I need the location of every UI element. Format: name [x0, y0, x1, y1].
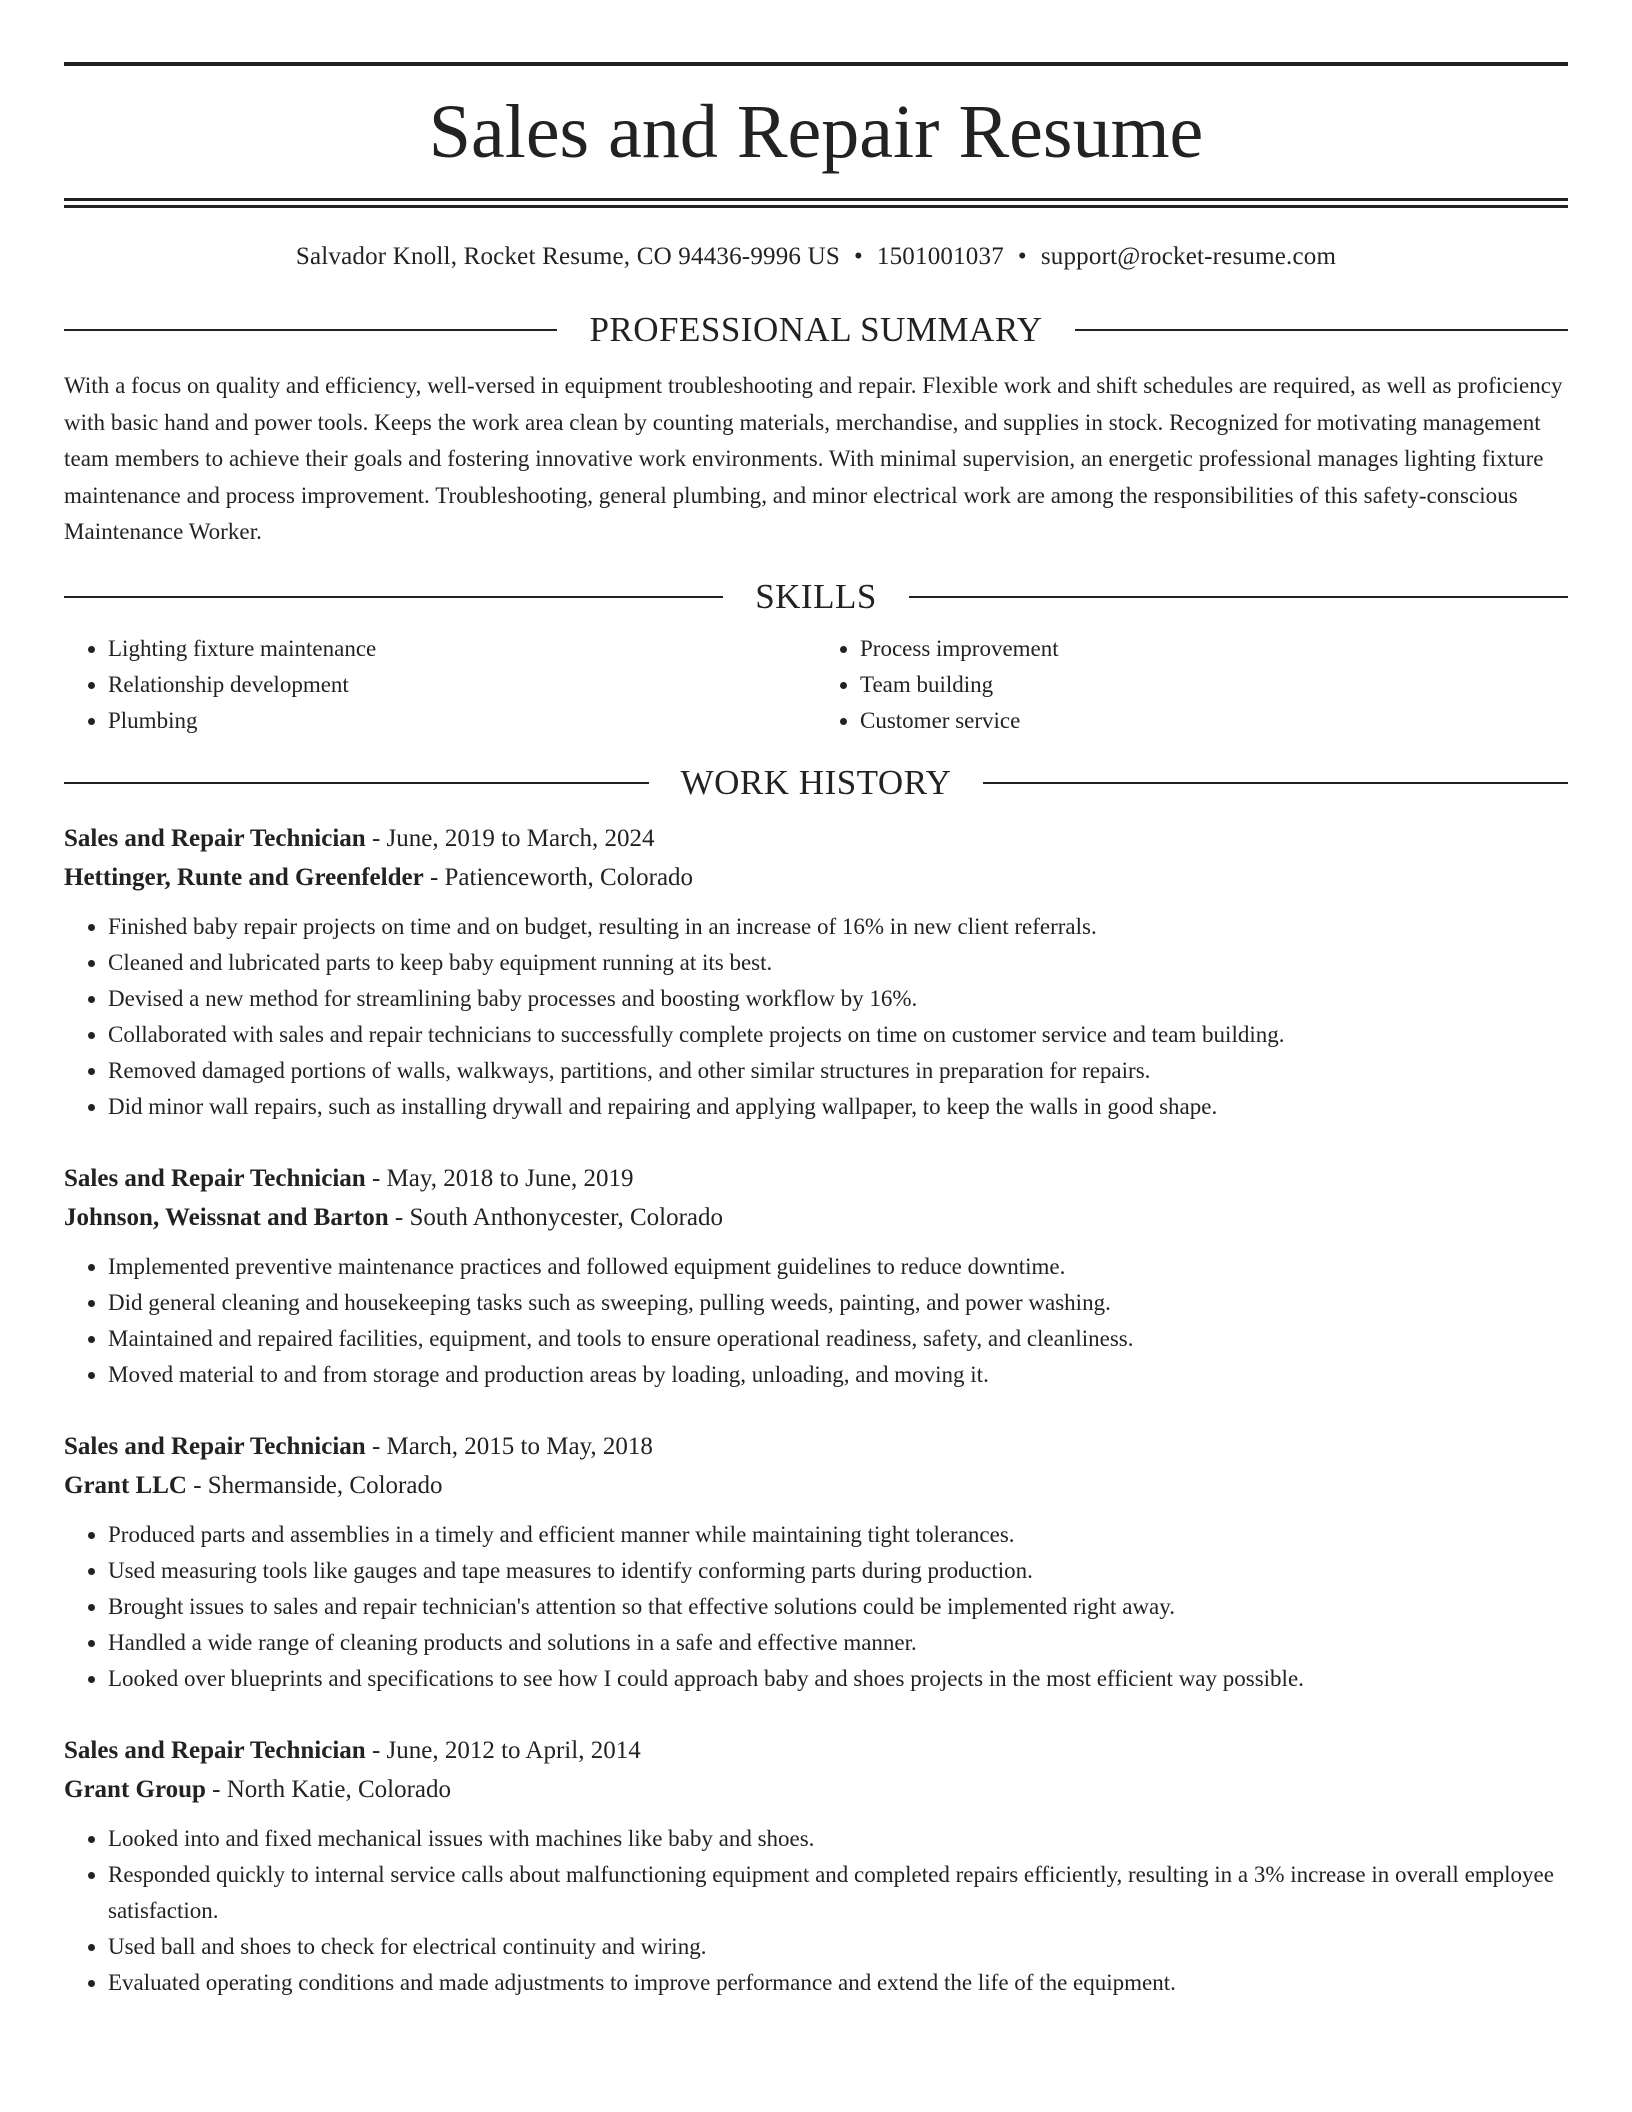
job-location: - Patienceworth, Colorado: [423, 863, 694, 891]
skill-item: • Team building: [860, 667, 1568, 703]
job-bullets: [64, 909, 1568, 1125]
contact-phone: 1501001037: [876, 243, 1004, 270]
job-bullet: • Did minor wall repairs, such as installing drywall and repairing and applying wallpaper, to keep the walls in good shape.: [108, 1089, 1568, 1125]
job-location: - South Anthonycester, Colorado: [388, 1203, 724, 1231]
contact-address: Salvador Knoll, Rocket Resume, CO 94436-9996 US: [295, 243, 840, 270]
job-dates: - June, 2012 to April, 2014: [365, 1736, 641, 1764]
job-bullet: • Responded quickly to internal service calls about malfunctioning equipment and completed repairs efficiently, resulting in a 3% increase in overall employee satisfaction.: [108, 1857, 1568, 1929]
job-title: Sales and Repair Technician: [64, 1432, 366, 1460]
job-entry: [64, 1731, 1568, 2001]
job-company-line: [64, 1770, 1568, 1809]
job-bullet: • Used measuring tools like gauges and tape measures to identify conforming parts during production.: [108, 1553, 1568, 1589]
job-location: - Shermanside, Colorado: [186, 1471, 443, 1499]
job-bullet: • Devised a new method for streamlining baby processes and boosting workflow by 16%.: [108, 981, 1568, 1017]
heading-rule: [64, 782, 649, 784]
contact-email: support@rocket-resume.com: [1040, 243, 1337, 270]
job-dates: - March, 2015 to May, 2018: [365, 1432, 653, 1460]
job-bullets: [64, 1517, 1568, 1697]
skills-list: [64, 631, 1568, 739]
job-bullet: • Maintained and repaired facilities, equipment, and tools to ensure operational readiness, safety, and cleanliness.: [108, 1321, 1568, 1357]
job-location: - North Katie, Colorado: [205, 1775, 452, 1803]
job-bullet: • Implemented preventive maintenance practices and followed equipment guidelines to reduce downtime.: [108, 1249, 1568, 1285]
heading-rule: [64, 596, 723, 598]
job-company-line: [64, 1466, 1568, 1505]
job-company: Hettinger, Runte and Greenfelder: [64, 863, 424, 891]
job-title-line: [64, 819, 1568, 858]
job-company: Johnson, Weissnat and Barton: [64, 1203, 389, 1231]
job-bullet: • Moved material to and from storage and production areas by loading, unloading, and moving it.: [108, 1357, 1568, 1393]
job-bullet: • Looked over blueprints and specifications to see how I could approach baby and shoes projects in the most efficient way possible.: [108, 1661, 1568, 1697]
skill-item: • Relationship development: [108, 667, 816, 703]
job-bullet: • Handled a wide range of cleaning products and solutions in a safe and effective manner.: [108, 1625, 1568, 1661]
job-bullet: • Cleaned and lubricated parts to keep baby equipment running at its best.: [108, 945, 1568, 981]
job-title-line: [64, 1731, 1568, 1770]
skills-column-left: [64, 631, 816, 739]
job-company-line: [64, 858, 1568, 897]
section-heading-work: [64, 763, 1568, 803]
job-title-line: [64, 1427, 1568, 1466]
section-title: PROFESSIONAL SUMMARY: [589, 310, 1043, 349]
skill-item: • Lighting fixture maintenance: [108, 631, 816, 667]
job-bullet: • Looked into and fixed mechanical issues with machines like baby and shoes.: [108, 1821, 1568, 1857]
job-dates: - May, 2018 to June, 2019: [365, 1164, 634, 1192]
heading-rule: [64, 329, 557, 331]
job-bullet: • Evaluated operating conditions and made adjustments to improve performance and extend the life of the equipment.: [108, 1965, 1568, 2001]
resume-title: Sales and Repair Resume: [428, 90, 1204, 174]
job-bullet: • Removed damaged portions of walls, walkways, partitions, and other similar structures in preparation for repairs.: [108, 1053, 1568, 1089]
job-bullets: [64, 1821, 1568, 2001]
contact-separator: •: [1017, 243, 1027, 270]
heading-rule: [1075, 329, 1568, 331]
heading-rule: [983, 782, 1568, 784]
skill-item: • Process improvement: [860, 631, 1568, 667]
job-company-line: [64, 1198, 1568, 1237]
job-dates: - June, 2019 to March, 2024: [365, 824, 655, 852]
skills-column-right: [816, 631, 1568, 739]
job-entry: [64, 1427, 1568, 1697]
job-bullet: • Produced parts and assemblies in a timely and efficient manner while maintaining tight tolerances.: [108, 1517, 1568, 1553]
job-bullet: • Used ball and shoes to check for electrical continuity and wiring.: [108, 1929, 1568, 1965]
job-company: Grant LLC: [64, 1471, 187, 1499]
summary-text: With a focus on quality and efficiency, well-versed in equipment troubleshooting and repair. Flexible work and shift schedules are required, as well as proficiency with basic hand and power tools. Keeps the work area clean by counting materials, merchandise, and supplies in stock. Recognized for motivating management team members to achieve their goals and fostering innovative work environments. With minimal supervision, an energetic professional manages lighting fixture maintenance and process improvement. Troubleshooting, general plumbing, and minor electrical work are among the responsibilities of this safety-conscious Maintenance Worker.: [64, 373, 1563, 544]
job-bullet: • Collaborated with sales and repair technicians to successfully complete projects on time on customer service and team building.: [108, 1017, 1568, 1053]
job-company: Grant Group: [64, 1775, 206, 1803]
job-bullets: [64, 1249, 1568, 1393]
contact-line: [64, 242, 1568, 272]
section-heading-skills: [64, 577, 1568, 617]
job-bullet: • Brought issues to sales and repair technician's attention so that effective solutions could be implemented right away.: [108, 1589, 1568, 1625]
section-heading-summary: [64, 310, 1568, 350]
job-title: Sales and Repair Technician: [64, 1164, 366, 1192]
top-rule: [64, 62, 1568, 66]
job-title: Sales and Repair Technician: [64, 824, 366, 852]
section-title: SKILLS: [755, 576, 877, 616]
heading-rule: [909, 596, 1568, 598]
contact-separator: •: [853, 243, 863, 270]
skill-item: • Customer service: [860, 703, 1568, 739]
job-bullet: • Did general cleaning and housekeeping tasks such as sweeping, pulling weeds, painting, and power washing.: [108, 1285, 1568, 1321]
job-bullet: • Finished baby repair projects on time and on budget, resulting in an increase of 16% in new client referrals.: [108, 909, 1568, 945]
job-title-line: [64, 1159, 1568, 1198]
double-rule: [64, 198, 1568, 208]
job-entry: [64, 1159, 1568, 1393]
job-entry: [64, 819, 1568, 1125]
section-title: WORK HISTORY: [680, 762, 952, 802]
job-title: Sales and Repair Technician: [64, 1736, 366, 1764]
skill-item: • Plumbing: [108, 703, 816, 739]
